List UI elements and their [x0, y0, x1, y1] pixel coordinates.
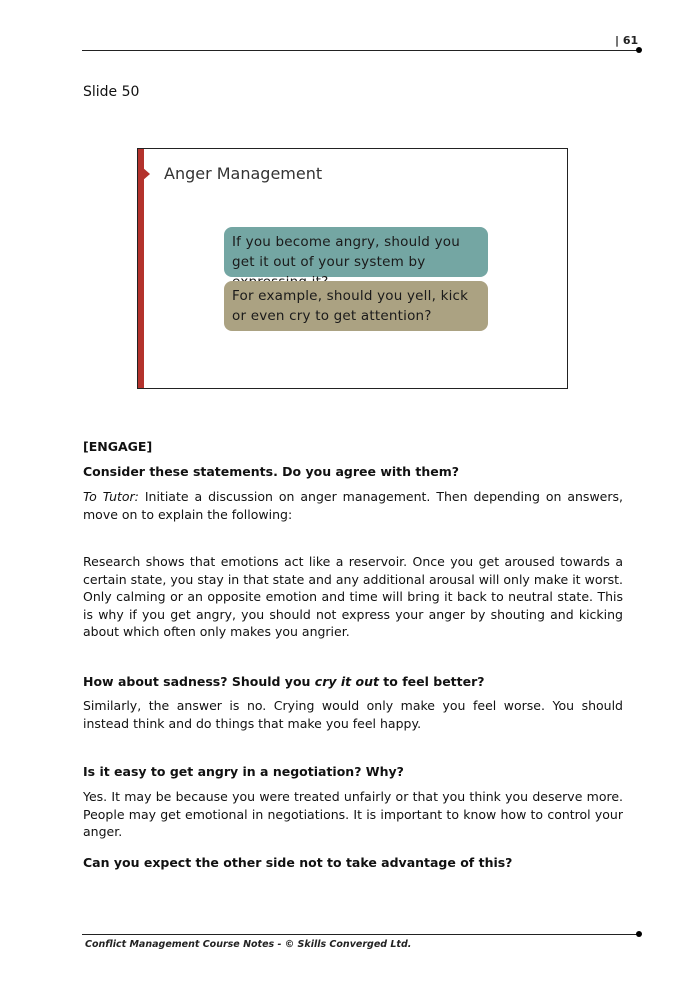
- tutor-text: Initiate a discussion on anger management. Then depending on answers, move on to explain the following:: [83, 489, 623, 522]
- slide-thumbnail: [137, 148, 568, 389]
- question-sadness-italic: cry it out: [314, 674, 379, 689]
- slide-label: Slide 50: [83, 84, 140, 100]
- header-rule-dot: [636, 47, 642, 53]
- paragraph-reservoir: Research shows that emotions act like a reservoir. Once you get aroused towards a certain state, you stay in that state and any additional arousal will only make it worst. Only calming or an opposite emotion and time will bring it back to neutral state. This is why if you get angry, you should not express your anger by shouting and kicking about which often only makes you angrier.: [83, 554, 623, 639]
- tutor-label: To Tutor:: [83, 489, 139, 504]
- question-sadness: [83, 673, 623, 691]
- footer-text: Conflict Management Course Notes - © Skills Converged Ltd.: [85, 939, 412, 950]
- slide-title: Anger Management: [164, 164, 323, 183]
- question-negotiation: Is it easy to get angry in a negotiation? Why?: [83, 764, 404, 779]
- page-number: | 61: [615, 34, 639, 47]
- header-rule: [82, 50, 638, 51]
- question-advantage: Can you expect the other side not to take advantage of this?: [83, 855, 513, 870]
- question-consider: Consider these statements. Do you agree with them?: [83, 464, 460, 479]
- question-sadness-post: to feel better?: [378, 674, 485, 689]
- footer-rule-dot: [636, 931, 642, 937]
- slide-accent-bar: [138, 149, 144, 388]
- question-sadness-pre: How about sadness? Should you: [83, 674, 315, 689]
- engage-heading: [ENGAGE]: [83, 439, 153, 454]
- tutor-note: [83, 488, 623, 523]
- slide-question-bubble: If you become angry, should you get it out of your system by: [224, 227, 488, 277]
- paragraph-negotiation: Yes. It may be because you were treated unfairly or that you think you deserve more. People may get emotional in negotiations. It is important to know how to control your anger.: [83, 789, 623, 839]
- slide-arrow-icon: [142, 167, 150, 181]
- slide-example-bubble: For example, should you yell, kick or even cry to get attention?: [224, 281, 488, 331]
- paragraph-sadness: Similarly, the answer is no. Crying would only make you feel worse. You should instead think and do things that make you feel happy.: [83, 698, 623, 731]
- footer-rule: [82, 934, 638, 935]
